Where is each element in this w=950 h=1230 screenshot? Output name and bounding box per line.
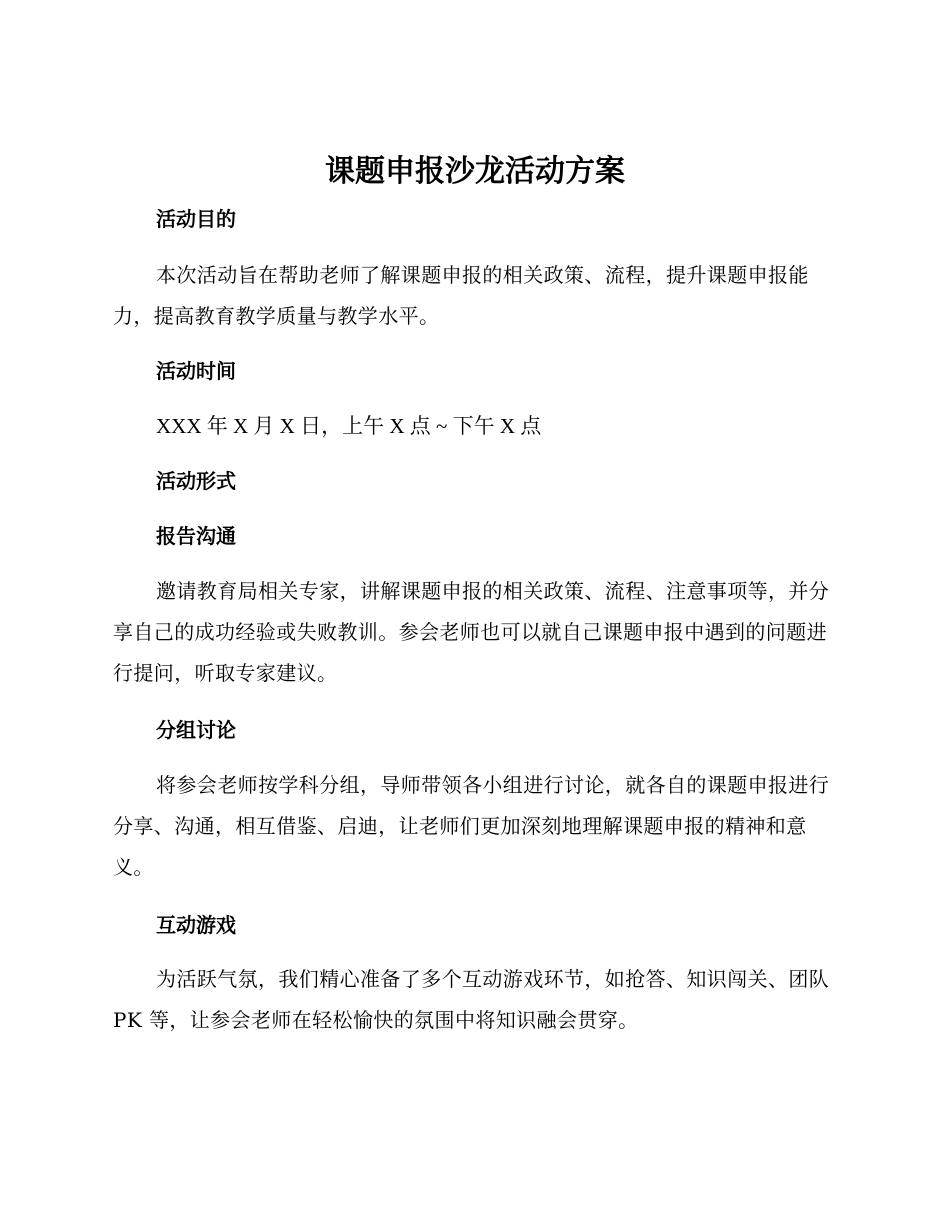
heading-time: 活动时间 (156, 359, 236, 383)
heading-purpose: 活动目的 (156, 207, 236, 231)
paragraph-time: XXX 年 X 月 X 日，上午 X 点 ~ 下午 X 点 (156, 414, 542, 438)
paragraph-report: 邀请教育局相关专家，讲解课题申报的相关政策、流程、注意事项等，并分享自己的成功经验或失败教训。参会老师也可以就自己课题申报中遇到的问题进行提问，听取专家建议。 (113, 579, 830, 685)
paragraph-group: 将参会老师按学科分组，导师带领各小组进行讨论，就各自的课题申报进行分享、沟通，相互借鉴、启迪，让老师们更加深刻地理解课题申报的精神和意义。 (113, 773, 830, 879)
paragraph-games: 为活跃气氛，我们精心准备了多个互动游戏环节，如抢答、知识闯关、团队 PK 等，让参会老师在轻松愉快的氛围中将知识融会贯穿。 (113, 967, 830, 1032)
heading-report: 报告沟通 (156, 524, 236, 548)
heading-games: 互动游戏 (156, 913, 236, 937)
heading-format: 活动形式 (156, 469, 236, 493)
heading-group: 分组讨论 (156, 718, 236, 742)
paragraph-purpose: 本次活动旨在帮助老师了解课题申报的相关政策、流程，提升课题申报能力，提高教育教学质量与教学水平。 (113, 263, 809, 328)
document-title: 课题申报沙龙活动方案 (325, 154, 625, 189)
